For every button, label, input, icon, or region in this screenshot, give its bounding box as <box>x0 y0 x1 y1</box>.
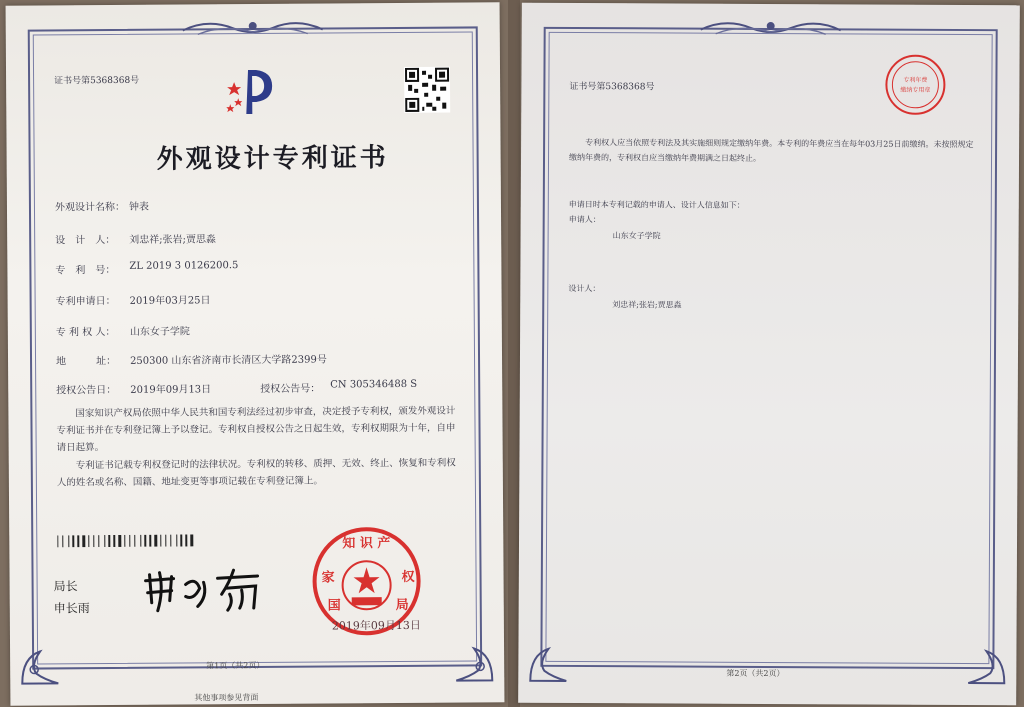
seal-date: 2019年09月13日 <box>331 618 421 633</box>
applicant-value: 山东女子学院 <box>612 231 661 241</box>
field-value: 2019年03月25日 <box>129 295 211 307</box>
cnipa-logo-icon <box>226 66 276 118</box>
field-label: 设 计 人： <box>55 234 116 247</box>
certificate-back-page <box>518 3 1020 706</box>
corner-ornament-icon <box>18 643 62 687</box>
certificate-paragraph-1: 国家知识产权局依照中华人民共和国专利法经过初步审查，决定授予专利权，颁发外观设计专利证书并在专利登记簿上予以登记。专利权自授权公告之日起生效，专利权期限为十年，自申请日起算。 <box>56 405 456 454</box>
director-signature <box>137 566 267 617</box>
svg-text:缴纳专用章: 缴纳专用章 <box>900 86 931 94</box>
director-title: 局长 <box>53 579 78 594</box>
svg-text:专利年费: 专利年费 <box>903 76 928 84</box>
applicant-intro: 申请日时本专利记载的申请人、设计人信息如下： <box>568 199 745 210</box>
field-value: 钟表 <box>128 201 150 213</box>
svg-text:国: 国 <box>327 598 341 614</box>
pub-no-label: 授权公告号： <box>260 383 321 395</box>
field-value: 2019年09月13日 <box>130 384 212 396</box>
field-label: 专 利 权 人： <box>55 326 116 339</box>
designer-label: 设计人： <box>568 283 601 294</box>
footer-note: 其他事项参见背面 <box>194 692 259 703</box>
field-label: 外观设计名称： <box>54 201 126 214</box>
top-ornament-icon <box>696 16 846 41</box>
applicant-label: 申请人： <box>568 214 601 225</box>
certificate-number: 证书号第5368368号 <box>569 81 655 93</box>
certificate-number: 证书号第5368368号 <box>54 75 140 87</box>
designer-value: 刘忠祥;张岩;贾思淼 <box>612 300 682 310</box>
field-value: 刘忠祥;张岩;贾思淼 <box>129 234 216 246</box>
annual-fee-stamp-icon <box>883 53 947 117</box>
top-ornament-icon <box>178 15 328 40</box>
pub-no-value: CN 305346488 S <box>330 378 418 391</box>
field-value: 山东女子学院 <box>129 326 190 338</box>
annual-fee-paragraph: 专利权人应当依照专利法及其实施细则规定缴纳年费。本专利的年费应当在每年03月25日前缴纳。未按照规定缴纳年费的，专利权自应当缴纳年费期满之日起终止。 <box>569 138 974 163</box>
svg-text:家: 家 <box>321 570 335 586</box>
certificate-paragraph-2: 专利证书记载专利权登记时的法律状况。专利权的转移、质押、无效、终止、恢复和专利权人的姓名或名称、国籍、地址变更等事项记载在专利登记簿上。 <box>56 457 456 489</box>
field-value: ZL 2019 3 0126200.5 <box>129 260 239 272</box>
page-border <box>540 27 997 669</box>
certificate-front-page <box>6 2 505 705</box>
field-label: 专利申请日： <box>55 295 116 308</box>
corner-ornament-icon <box>452 640 496 684</box>
corner-ornament-icon <box>526 641 570 685</box>
barcode-icon <box>57 534 197 547</box>
page-title: 外观设计专利证书 <box>156 143 389 175</box>
field-value: 250300 山东省济南市长清区大学路2399号 <box>130 354 327 367</box>
svg-text:权: 权 <box>401 569 415 585</box>
qr-code-icon <box>404 67 450 113</box>
page-number: 第2页（共2页） <box>726 668 785 679</box>
page-number: 第1页（共2页） <box>206 660 265 671</box>
svg-text:知 识 产: 知 识 产 <box>342 536 391 552</box>
field-label: 授权公告日： <box>56 384 117 397</box>
field-label: 专 利 号： <box>55 264 116 277</box>
field-label: 地 址： <box>56 355 117 368</box>
svg-text:局: 局 <box>395 597 409 614</box>
corner-ornament-icon <box>964 643 1008 687</box>
director-name: 申长雨 <box>53 601 90 616</box>
